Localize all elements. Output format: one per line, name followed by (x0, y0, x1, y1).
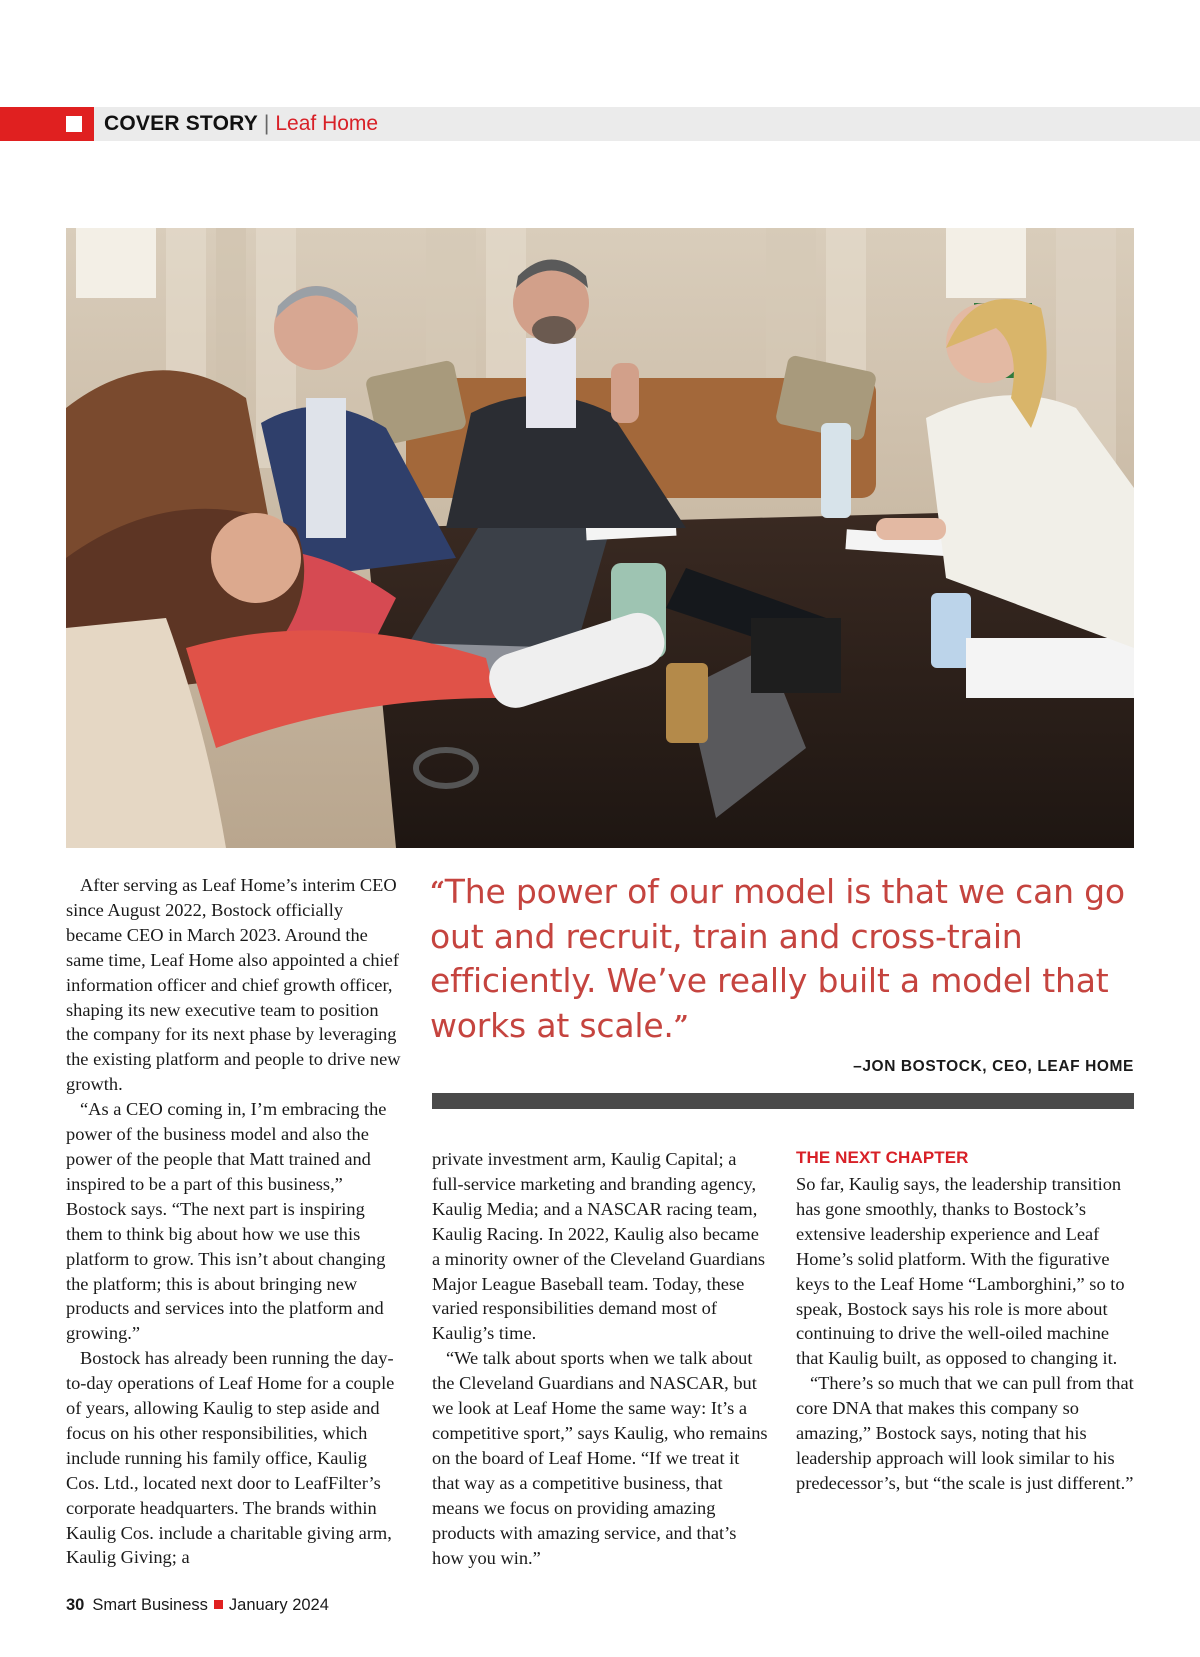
section-header (0, 107, 1200, 141)
soda-can (931, 593, 971, 668)
header-accent-bar (0, 107, 94, 141)
paragraph: “We talk about sports when we talk about the Cleveland Guardians and NASCAR, but we look at Leaf Home the same way: It’s a competitive sport,” says Kaulig, who remains on the board of Leaf Home. “If we treat it that way as a competitive business, that means we focus on providing amazing products with amazing service, and that’s how you win.” (432, 1348, 768, 1568)
meeting-photo (66, 228, 1134, 848)
pull-quote (430, 870, 1130, 1048)
paragraph: “There’s so much that we can pull from that core DNA that makes this company so amazing,” Bostock says, noting that his leadership approach will look similar to his predecessor’s, but “the scale is just different.” (796, 1373, 1134, 1493)
pull-quote-attribution: –JON BOSTOCK, CEO, LEAF HOME (853, 1058, 1134, 1075)
paragraph: After serving as Leaf Home’s interim CEO since August 2022, Bostock officially became CEO in March 2023. Around the same time, Leaf Home also appointed a chief information officer and chief growth officer, shaping its new executive team to position the company for its next phase by leveraging the existing platform and people to drive new growth. (66, 875, 401, 1095)
water-bottle (821, 423, 851, 518)
pull-quote-text: The power of our model is that we can go out and recruit, train and cross-train efficiently. We’ve really built a model that works at scale. (430, 872, 1125, 1045)
close-quote-mark: ” (673, 1010, 689, 1041)
desk-organizer (751, 618, 841, 693)
divider-bar (432, 1093, 1134, 1109)
body-column-3 (796, 1147, 1136, 1496)
photo-icon (66, 228, 1134, 848)
lamp-left (76, 228, 156, 298)
footer-square-icon (214, 1600, 223, 1609)
square-icon (66, 116, 82, 132)
paragraph: Bostock has already been running the day-to-day operations of Leaf Home for a couple of years, allowing Kaulig to step aside and focus on his other responsibilities, which include running his family office, Kaulig Cos. Ltd., located next door to LeafFilter’s corporate headquarters. The brands within Kaulig Cos. include a charitable giving arm, Kaulig Giving; a (66, 1348, 395, 1568)
open-quote-mark: “ (430, 877, 445, 907)
section-topic: Leaf Home (275, 112, 379, 135)
header-label (104, 111, 378, 137)
publication-name: Smart Business (92, 1596, 208, 1614)
paragraph: “As a CEO coming in, I’m embracing the power of the business model and also the power of the people that Matt trained and inspired to be a part of this business,” Bostock says. “The next part is inspiring them to think big about how we use this platform to grow. This isn’t about changing the platform; this is about bringing new products and services into the platform and growing.” (66, 1099, 387, 1344)
body-column-1 (66, 873, 402, 1570)
section-name: COVER STORY (104, 112, 258, 135)
page-number: 30 (66, 1596, 85, 1614)
lamp-right (946, 228, 1026, 298)
issue-date: January 2024 (228, 1596, 329, 1614)
section-heading: THE NEXT CHAPTER (796, 1148, 969, 1167)
paragraph: So far, Kaulig says, the leadership transition has gone smoothly, thanks to Bostock’s extensive leadership experience and Leaf Home’s solid platform. With the figurative keys to the Leaf Home “Lamborghini,” so to speak, Bostock says his role is more about continuing to drive the well-oiled machine that Kaulig built, as opposed to changing it. (796, 1174, 1125, 1369)
paragraph: private investment arm, Kaulig Capital; a full-service marketing and branding agency, Kaulig Media; and a NASCAR racing team, Kaulig Racing. In 2022, Kaulig also became a minority owner of the Cleveland Guardians Major League Baseball team. Today, these varied responsibilities demand most of Kaulig’s time. (432, 1149, 765, 1344)
page-footer (66, 1596, 329, 1615)
body-column-2 (432, 1147, 768, 1570)
header-separator: | (263, 112, 270, 135)
papers-right (966, 638, 1134, 698)
drink-can (666, 663, 708, 743)
